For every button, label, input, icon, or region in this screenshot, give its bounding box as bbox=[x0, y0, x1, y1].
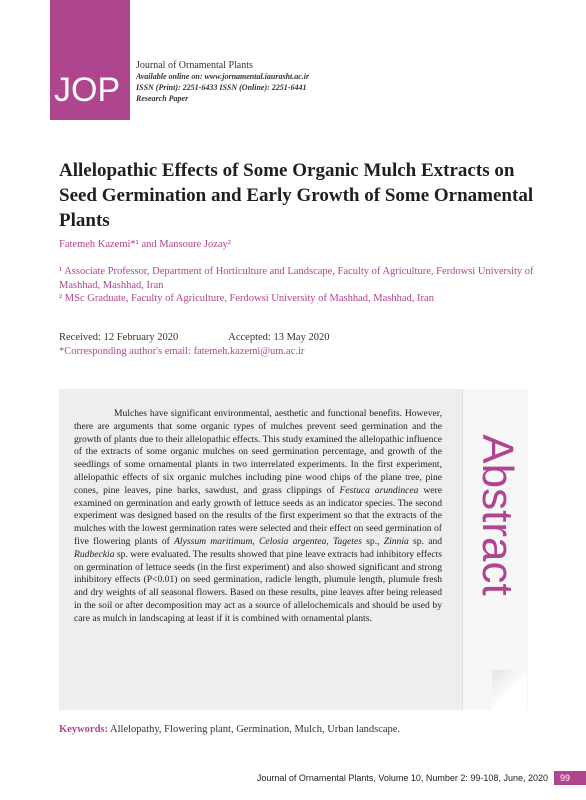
abstract-part: sp. and bbox=[408, 535, 443, 547]
accepted-date: Accepted: 13 May 2020 bbox=[228, 332, 330, 343]
abstract-part: , bbox=[252, 535, 260, 547]
authors: Fatemeh Kazemi*¹ and Mansoure Jozay² bbox=[59, 239, 231, 250]
affiliation-2: ² MSc Graduate, Faculty of Agriculture, Ferdowsi University of Mashhad, Mashhad, Iran bbox=[59, 293, 434, 304]
received-date: Received: 12 February 2020 bbox=[59, 332, 179, 343]
issn-info: ISSN (Print): 2251-6433 ISSN (Online): 2251-6441 bbox=[136, 83, 307, 92]
journal-logo: JOP bbox=[54, 71, 121, 109]
species-name: Celosia argentea bbox=[259, 535, 327, 547]
footer bbox=[257, 771, 586, 785]
page-number: 99 bbox=[554, 771, 586, 785]
article-title: Allelopathic Effects of Some Organic Mulch Extracts on Seed Germination and Early Growth of Some Ornamental Plants bbox=[59, 160, 534, 231]
abstract-part: were examined on germination and early growth of lettuce seeds as an indicator species. The second experiment was designed based on the results of the first experiment so that the extracts of the mulches with the lowest germination rates were selected and their effect on seed germination of five flowering plants of bbox=[74, 484, 442, 547]
affiliations bbox=[59, 265, 539, 306]
abstract-part: , bbox=[326, 535, 333, 547]
abstract-part: Mulches have significant environmental, aesthetic and functional benefits. However, there are arguments that some organic types of mulches prevent seed germination and the growth of plants due to their allelopathic effects. This study examined the allelopathic influence of the extracts of some organic mulches on seed germination percentage, and growth of the seedlings of some ornamental plants in two interrelated experiments. In the first experiment, allelopathic effects of six organic mulches including pine wood chips of the plane tree, pine cones, pine leaves, pine barks, sawdust, and grass clippings of bbox=[74, 408, 442, 496]
page-curl-corner bbox=[492, 670, 527, 710]
abstract-text bbox=[74, 408, 442, 626]
journal-info bbox=[136, 60, 436, 104]
abstract-part: sp., bbox=[361, 535, 384, 547]
journal-name: Journal of Ornamental Plants bbox=[136, 60, 253, 71]
species-name: Rudbeckia bbox=[74, 548, 115, 560]
abstract-label: Abstract bbox=[473, 434, 522, 596]
available-online: Available online on: www.jornamental.iaurasht.ac.ir bbox=[136, 72, 310, 81]
keywords-text: Allelopathy, Flowering plant, Germination, Mulch, Urban landscape. bbox=[108, 724, 401, 735]
abstract-part: sp. were evaluated. The results showed that pine leave extracts had inhibitory effects on germination of lettuce seeds (in the first experiment) and also showed significant and strong inhibitory effects (P<0.01) on seed germination, radicle length, plumule length, plumule fresh and dry weights of all seasonal flowers. Based on these results, pine leaves after being released in the soil or after decomposition may act as a source of allelochemicals and should be used by care as mulch in landscaping at least if it is combined with ornamental plants. bbox=[74, 548, 442, 624]
species-name: Tagetes bbox=[332, 535, 362, 547]
footer-citation: Journal of Ornamental Plants, Volume 10, Number 2: 99-108, June, 2020 bbox=[256, 773, 548, 783]
species-name: Alyssum maritimum bbox=[174, 535, 253, 547]
paper-type: Research Paper bbox=[136, 94, 189, 103]
species-name: Zinnia bbox=[383, 535, 409, 547]
species-name: Festuca arundincea bbox=[339, 484, 419, 496]
affiliation-1: ¹ Associate Professor, Department of Horticulture and Landscape, Faculty of Agriculture, Ferdowsi University of Mashhad, Mashhad, Iran bbox=[59, 266, 534, 291]
keywords-label: Keywords: bbox=[59, 724, 108, 735]
dates bbox=[59, 332, 329, 343]
corresponding-email: *Corresponding author's email: fatemeh.kazemi@um.ac.ir bbox=[59, 346, 305, 357]
keywords bbox=[59, 724, 400, 735]
abstract-label-wrap bbox=[472, 420, 522, 620]
